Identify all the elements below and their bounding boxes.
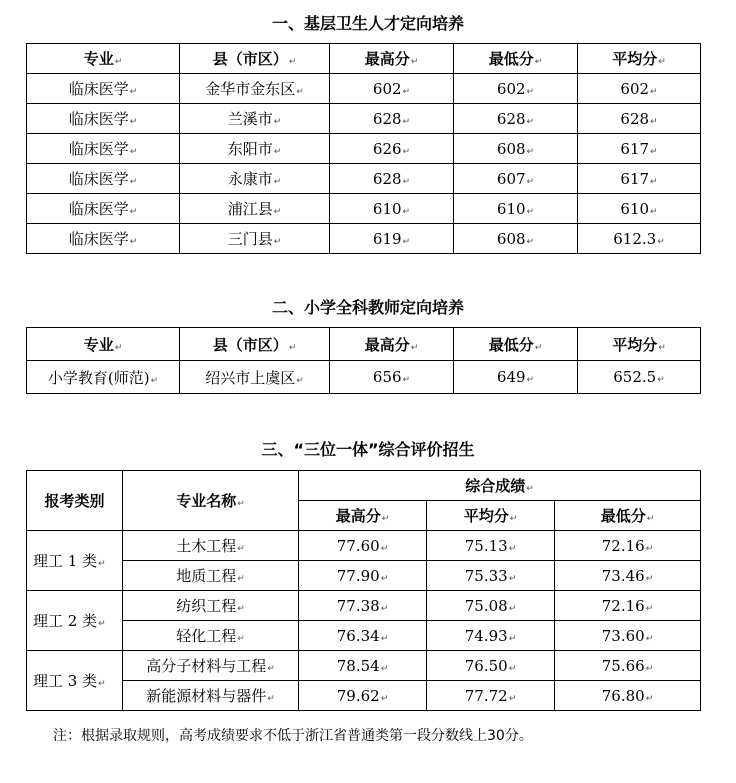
table-cell	[454, 134, 578, 164]
header-row	[27, 328, 701, 361]
column-header	[27, 328, 180, 361]
paragraph-mark-icon: ↵	[129, 237, 138, 247]
table-cell-text: 610	[372, 199, 402, 218]
table-cell	[27, 134, 180, 164]
table-cell	[27, 361, 180, 394]
table-cell-text: 608	[496, 229, 526, 248]
table-cell-text: 77.38	[336, 596, 380, 615]
table-row	[27, 74, 701, 104]
paragraph-mark-icon: ↵	[98, 559, 106, 569]
table-cell	[427, 591, 555, 621]
paragraph-mark-icon: ↵	[410, 342, 419, 353]
table-cell	[454, 104, 578, 134]
table-cell	[123, 531, 299, 561]
table-cell-text: 73.60	[601, 626, 645, 645]
table-cell-text: 东阳市	[227, 140, 273, 158]
column-header-text: 县（市区）	[212, 50, 288, 68]
paragraph-mark-icon: ↵	[402, 146, 411, 157]
table-cell	[27, 74, 180, 104]
column-subheader	[555, 501, 701, 531]
table-cell	[180, 134, 330, 164]
paragraph-mark-icon: ↵	[237, 544, 245, 554]
paragraph-mark-icon: ↵	[98, 619, 106, 629]
table-row	[27, 681, 701, 711]
column-subheader	[299, 501, 427, 531]
table-cell	[427, 651, 555, 681]
column-header-text: 平均分	[612, 50, 658, 68]
table-cell	[299, 681, 427, 711]
table-cell-text: 临床医学	[68, 170, 129, 188]
paragraph-mark-icon: ↵	[129, 147, 138, 157]
paragraph-mark-icon: ↵	[288, 342, 297, 353]
header-row	[27, 471, 701, 501]
table-cell-text: 三门县	[227, 230, 273, 248]
paragraph-mark-icon: ↵	[410, 57, 419, 67]
table-cell	[180, 164, 330, 194]
table-cell	[27, 164, 180, 194]
paragraph-mark-icon: ↵	[273, 207, 282, 217]
paragraph-mark-icon: ↵	[658, 57, 666, 67]
section2-title: 二、小学全科教师定向培养	[271, 298, 464, 317]
table-cell	[578, 361, 701, 394]
column-header-text: 平均分	[612, 335, 658, 354]
category-cell-text: 理工 1 类	[33, 552, 98, 570]
column-header-text: 最高分	[364, 335, 410, 354]
paragraph-mark-icon: ↵	[508, 663, 517, 674]
column-header	[180, 328, 330, 361]
column-header	[454, 44, 578, 74]
table-cell-text: 72.16	[601, 596, 645, 615]
paragraph-mark-icon: ↵	[296, 87, 304, 97]
paragraph-mark-icon: ↵	[402, 116, 411, 127]
column-header-major-text: 专业名称	[176, 492, 237, 510]
table-row	[27, 621, 701, 651]
table-cell-text: 656	[372, 368, 402, 386]
table-cell	[578, 194, 701, 224]
table-cell	[330, 224, 454, 254]
paragraph-mark-icon: ↵	[402, 236, 411, 247]
table-cell	[555, 561, 701, 591]
table-cell-text: 永康市	[227, 170, 273, 188]
paragraph-mark-icon: ↵	[650, 146, 658, 157]
paragraph-mark-icon: ↵	[267, 664, 275, 674]
table-cell	[180, 224, 330, 254]
paragraph-mark-icon: ↵	[98, 679, 106, 689]
table-row	[27, 104, 701, 134]
table-cell-text: 74.93	[464, 626, 508, 645]
column-header-text: 专业	[83, 50, 114, 68]
column-header	[454, 328, 578, 361]
column-header-group	[299, 471, 701, 501]
table-cell-text: 617	[620, 169, 650, 188]
table-cell-text: 617	[620, 139, 650, 158]
header-row	[27, 44, 701, 74]
table-cell	[578, 224, 701, 254]
column-header	[180, 44, 330, 74]
column-header-text: 最低分	[488, 50, 534, 68]
table-cell-text: 619	[372, 229, 402, 248]
table-cell	[454, 194, 578, 224]
table-cell-text: 土木工程	[176, 537, 237, 555]
table-cell	[454, 164, 578, 194]
paragraph-mark-icon: ↵	[508, 573, 517, 584]
paragraph-mark-icon: ↵	[508, 693, 517, 704]
table-cell	[578, 134, 701, 164]
table-cell-text: 临床医学	[68, 140, 129, 158]
table-cell-text: 兰溪市	[227, 110, 273, 128]
column-subheader-text: 最低分	[600, 507, 646, 525]
paragraph-mark-icon: ↵	[645, 693, 654, 704]
table-cell	[454, 361, 578, 394]
table-cell-text: 76.80	[601, 686, 645, 705]
paragraph-mark-icon: ↵	[657, 236, 665, 247]
footnote: 注：根据录取规则，高考成绩要求不低于浙江省普通类第一段分数线上30分。	[53, 728, 533, 744]
table-cell	[27, 104, 180, 134]
table-cell	[180, 104, 330, 134]
table-cell-text: 75.13	[464, 536, 508, 555]
table-cell	[578, 74, 701, 104]
table-cell-text: 临床医学	[68, 110, 129, 128]
column-subheader	[427, 501, 555, 531]
column-header-group-text: 综合成绩	[465, 477, 526, 495]
paragraph-mark-icon: ↵	[650, 116, 658, 127]
paragraph-mark-icon: ↵	[645, 603, 654, 614]
paragraph-mark-icon: ↵	[402, 375, 411, 385]
table-cell-text: 602	[372, 79, 402, 98]
table-cell-text: 72.16	[601, 536, 645, 555]
paragraph-mark-icon: ↵	[114, 342, 123, 353]
table-cell	[330, 164, 454, 194]
table-cell	[299, 621, 427, 651]
table-row	[27, 134, 701, 164]
table-cell	[427, 681, 555, 711]
paragraph-mark-icon: ↵	[526, 375, 535, 385]
table-cell-text: 75.66	[601, 656, 645, 675]
table-row	[27, 164, 701, 194]
table-cell	[330, 74, 454, 104]
paragraph-mark-icon: ↵	[380, 573, 389, 584]
table-cell-text: 612.3	[613, 229, 657, 248]
table-cell-text: 金华市金东区	[205, 80, 296, 98]
category-cell	[27, 591, 123, 651]
table-cell-text: 77.90	[336, 566, 380, 585]
paragraph-mark-icon: ↵	[273, 147, 282, 157]
paragraph-mark-icon: ↵	[526, 484, 534, 494]
table-cell	[299, 591, 427, 621]
paragraph-mark-icon: ↵	[402, 206, 411, 217]
table-cell-text: 79.62	[336, 686, 380, 705]
paragraph-mark-icon: ↵	[534, 57, 543, 67]
table-cell	[180, 361, 330, 394]
paragraph-mark-icon: ↵	[402, 86, 411, 97]
table-cell-text: 628	[372, 169, 402, 188]
paragraph-mark-icon: ↵	[273, 117, 282, 127]
table-cell-text: 628	[620, 109, 650, 128]
paragraph-mark-icon: ↵	[650, 206, 658, 217]
section1-table	[26, 43, 701, 254]
paragraph-mark-icon: ↵	[129, 117, 138, 127]
table-cell	[330, 134, 454, 164]
table-cell	[123, 591, 299, 621]
table-row	[27, 591, 701, 621]
paragraph-mark-icon: ↵	[534, 342, 543, 353]
table-cell-text: 602	[496, 79, 526, 98]
table-row	[27, 224, 701, 254]
table-cell-text: 地质工程	[176, 567, 237, 585]
table-cell	[299, 561, 427, 591]
column-header	[27, 44, 180, 74]
table-cell-text: 78.54	[336, 656, 380, 675]
table-cell	[123, 621, 299, 651]
table-cell	[123, 561, 299, 591]
table-cell-text: 628	[372, 109, 402, 128]
paragraph-mark-icon: ↵	[645, 663, 654, 674]
paragraph-mark-icon: ↵	[267, 694, 275, 704]
table-cell	[330, 194, 454, 224]
table-cell-text: 610	[496, 199, 526, 218]
table-cell-text: 73.46	[601, 566, 645, 585]
table-cell	[123, 681, 299, 711]
column-header-text: 县（市区）	[212, 335, 288, 354]
paragraph-mark-icon: ↵	[237, 604, 245, 614]
section3-table	[26, 470, 701, 711]
section3-title: 三、“三位一体”综合评价招生	[261, 440, 475, 459]
paragraph-mark-icon: ↵	[237, 634, 245, 644]
paragraph-mark-icon: ↵	[645, 633, 654, 644]
table-cell	[427, 531, 555, 561]
table-cell	[427, 621, 555, 651]
table-cell	[299, 651, 427, 681]
table-cell-text: 75.08	[464, 596, 508, 615]
section1-title: 一、基层卫生人才定向培养	[271, 14, 464, 33]
table-cell	[578, 104, 701, 134]
table-cell	[27, 224, 180, 254]
column-header-text: 最低分	[488, 335, 534, 354]
category-cell	[27, 651, 123, 711]
table-cell-text: 77.60	[336, 536, 380, 555]
table-cell-text: 小学教育(师范)	[47, 368, 150, 387]
column-header-category-text: 报考类别	[44, 492, 105, 510]
table-cell	[555, 591, 701, 621]
table-cell-text: 轻化工程	[176, 627, 237, 645]
paragraph-mark-icon: ↵	[288, 57, 297, 67]
paragraph-mark-icon: ↵	[381, 514, 390, 524]
table-cell	[180, 194, 330, 224]
table-row	[27, 194, 701, 224]
table-cell	[299, 531, 427, 561]
column-header-text: 最高分	[364, 50, 410, 68]
table-cell	[555, 651, 701, 681]
paragraph-mark-icon: ↵	[657, 375, 665, 385]
paragraph-mark-icon: ↵	[237, 574, 245, 584]
paragraph-mark-icon: ↵	[114, 57, 123, 67]
table-cell-text: 628	[496, 109, 526, 128]
column-header	[578, 44, 701, 74]
paragraph-mark-icon: ↵	[129, 207, 138, 217]
paragraph-mark-icon: ↵	[645, 573, 654, 584]
table-cell	[454, 74, 578, 104]
paragraph-mark-icon: ↵	[526, 206, 535, 217]
category-cell-text: 理工 3 类	[33, 672, 98, 690]
table-cell-text: 浦江县	[227, 200, 273, 218]
paragraph-mark-icon: ↵	[237, 499, 245, 509]
paragraph-mark-icon: ↵	[526, 176, 535, 187]
table-cell-text: 75.33	[464, 566, 508, 585]
column-header-major	[123, 471, 299, 531]
column-header-text: 专业	[83, 335, 114, 354]
column-header-category	[27, 471, 123, 531]
table-cell	[27, 194, 180, 224]
paragraph-mark-icon: ↵	[273, 177, 282, 187]
column-header	[330, 44, 454, 74]
paragraph-mark-icon: ↵	[508, 543, 517, 554]
paragraph-mark-icon: ↵	[380, 693, 389, 704]
paragraph-mark-icon: ↵	[380, 633, 389, 644]
paragraph-mark-icon: ↵	[526, 116, 535, 127]
paragraph-mark-icon: ↵	[646, 514, 655, 524]
paragraph-mark-icon: ↵	[380, 603, 389, 614]
category-cell-text: 理工 2 类	[33, 612, 98, 630]
paragraph-mark-icon: ↵	[526, 146, 535, 157]
table-cell-text: 临床医学	[68, 230, 129, 248]
table-cell	[555, 621, 701, 651]
table-cell-text: 652.5	[613, 368, 657, 386]
paragraph-mark-icon: ↵	[380, 543, 389, 554]
paragraph-mark-icon: ↵	[509, 514, 518, 524]
table-cell-text: 77.72	[464, 686, 508, 705]
paragraph-mark-icon: ↵	[129, 177, 138, 187]
paragraph-mark-icon: ↵	[508, 633, 517, 644]
paragraph-mark-icon: ↵	[526, 236, 535, 247]
paragraph-mark-icon: ↵	[273, 237, 282, 247]
table-cell	[180, 74, 330, 104]
section2-table	[26, 327, 701, 394]
paragraph-mark-icon: ↵	[508, 603, 517, 614]
table-row	[27, 361, 701, 394]
table-cell	[555, 531, 701, 561]
paragraph-mark-icon: ↵	[526, 86, 535, 97]
table-cell	[454, 224, 578, 254]
table-cell-text: 临床医学	[68, 80, 129, 98]
column-subheader-text: 平均分	[463, 507, 509, 525]
paragraph-mark-icon: ↵	[296, 375, 304, 386]
paragraph-mark-icon: ↵	[402, 176, 411, 187]
table-cell-text: 纺织工程	[176, 597, 237, 615]
table-row	[27, 651, 701, 681]
table-row	[27, 561, 701, 591]
table-cell	[330, 361, 454, 394]
table-row	[27, 531, 701, 561]
column-subheader-text: 最高分	[335, 507, 381, 525]
table-cell-text: 临床医学	[68, 200, 129, 218]
table-cell-text: 76.50	[464, 656, 508, 675]
paragraph-mark-icon: ↵	[658, 342, 666, 353]
table-cell-text: 626	[372, 139, 402, 158]
column-header	[578, 328, 701, 361]
paragraph-mark-icon: ↵	[150, 375, 159, 386]
table-cell-text: 608	[496, 139, 526, 158]
table-cell-text: 649	[496, 368, 526, 386]
paragraph-mark-icon: ↵	[645, 543, 654, 554]
table-cell-text: 绍兴市上虞区	[205, 368, 296, 387]
paragraph-mark-icon: ↵	[129, 87, 138, 97]
table-cell-text: 76.34	[336, 626, 380, 645]
table-cell	[330, 104, 454, 134]
table-cell-text: 602	[620, 79, 650, 98]
paragraph-mark-icon: ↵	[650, 176, 658, 187]
table-cell-text: 高分子材料与工程	[146, 657, 267, 675]
paragraph-mark-icon: ↵	[650, 86, 658, 97]
table-cell	[578, 164, 701, 194]
category-cell	[27, 531, 123, 591]
table-cell	[123, 651, 299, 681]
table-cell-text: 610	[620, 199, 650, 218]
table-cell	[555, 681, 701, 711]
table-cell-text: 607	[496, 169, 526, 188]
table-cell	[427, 561, 555, 591]
table-cell-text: 新能源材料与器件	[146, 687, 267, 705]
paragraph-mark-icon: ↵	[380, 663, 389, 674]
column-header	[330, 328, 454, 361]
